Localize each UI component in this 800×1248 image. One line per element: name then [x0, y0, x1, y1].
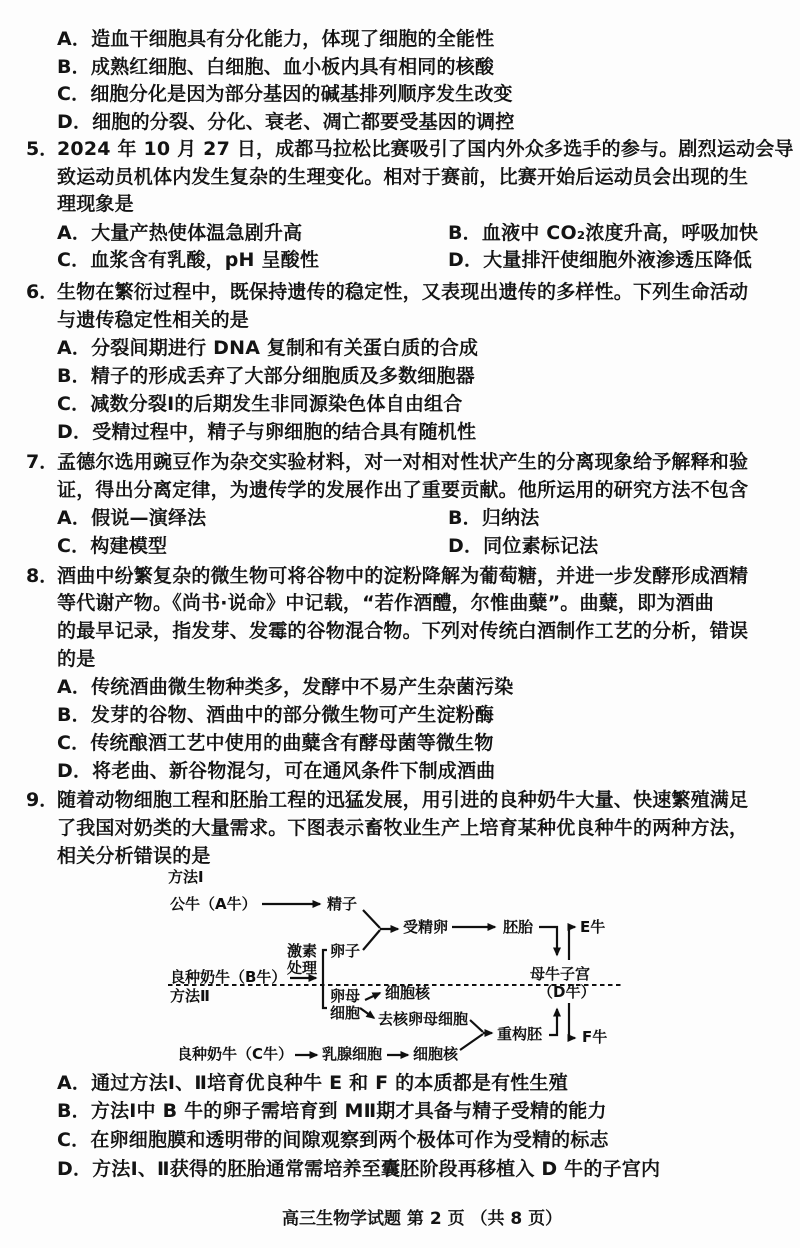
diagram-label-nucleus-top: 细胞核	[385, 984, 431, 1002]
q5-option-d: D．大量排汗使细胞外液渗透压降低	[448, 249, 752, 271]
arrow-oocyte-to-nucleus	[365, 993, 380, 1000]
diagram-label-cow-b: 良种奶牛（B牛）	[170, 968, 287, 986]
q6-option-c: C．减数分裂Ⅰ的后期发生非同源染色体自由组合	[57, 393, 463, 415]
arrow-uterus-to-calf-e	[569, 927, 575, 960]
q7-line-2: 证，得出分离定律，为遗传学的发展作出了重要贡献。他所运用的研究方法不包含	[57, 479, 749, 501]
q8-line-2: 等代谢产物。《尚书·说命》中记载，“若作酒醴，尔惟曲糵”。曲糵，即为酒曲	[57, 592, 714, 614]
diagram-label-mammary-cell: 乳腺细胞	[322, 1045, 383, 1063]
q8-line-3: 的最早记录，指发芽、发霉的谷物混合物。下列对传统白酒制作工艺的分析，错误	[57, 620, 749, 642]
q7-option-b: B．归纳法	[448, 507, 540, 529]
q5-line-1: 2024 年 10 月 27 日，成都马拉松比赛吸引了国内外众多选手的参与。剧烈运动会导	[57, 138, 794, 160]
breeding-methods-diagram	[150, 862, 670, 1077]
diagram-label-oocyte-1: 卵母	[330, 987, 361, 1005]
q9-line-2: 了我国对奶类的大量需求。下图表示畜牧业生产上培育某种优良种牛的两种方法，	[57, 817, 749, 839]
q9-line-3: 相关分析错误的是	[57, 845, 211, 867]
q6-option-d: D．受精过程中，精子与卵细胞的结合具有随机性	[57, 421, 477, 443]
q6-line-1: 生物在繁衍过程中，既保持遗传的稳定性，又表现出遗传的多样性。下列生命活动	[57, 281, 749, 303]
line-egg-join	[363, 930, 380, 950]
q5-option-a: A．大量产热使体温急剧升高	[57, 222, 303, 244]
q7-option-a: A．假说—演绎法	[57, 507, 207, 529]
q6-line-2: 与遗传稳定性相关的是	[57, 309, 250, 331]
q8-option-b: B．发芽的谷物、酒曲中的部分微生物可产生淀粉酶	[57, 704, 495, 726]
q5-option-c: C．血浆含有乳酸，pH 呈酸性	[57, 249, 320, 271]
q7-option-c: C．构建模型	[57, 535, 168, 557]
arrow-reconstructed-to-uterus	[549, 1009, 557, 1035]
q7-line-1: 孟德尔选用豌豆作为杂交实验材料，对一对相对性状产生的分离现象给予解释和验	[57, 451, 749, 473]
diagram-label-oocyte-2: 细胞	[330, 1004, 361, 1022]
arrow-oocyte-to-enucleated	[360, 1008, 374, 1018]
diagram-label-bull-a: 公牛（A牛）	[170, 895, 257, 913]
q5-option-b: B．血液中 CO₂浓度升高，呼吸加快	[448, 222, 759, 244]
diagram-label-calf-e: E牛	[580, 918, 606, 936]
q4-option-b: B．成熟红细胞、白细胞、血小板内具有相同的核酸	[57, 56, 495, 78]
diagram-label-method1: 方法Ⅰ	[168, 868, 204, 886]
q9-option-d: D．方法Ⅰ、Ⅱ获得的胚胎通常需培养至囊胚阶段再移植入 D 牛的子宫内	[57, 1158, 661, 1180]
diagram-label-zygote: 受精卵	[403, 918, 449, 936]
q9-option-b: B．方法Ⅰ中 B 牛的卵子需培育到 MⅡ期才具备与精子受精的能力	[57, 1100, 607, 1122]
q8-option-d: D．将老曲、新谷物混匀，可在通风条件下制成酒曲	[57, 760, 496, 782]
q9-line-1: 随着动物细胞工程和胚胎工程的迅猛发展，用引进的良种奶牛大量、快速繁殖满足	[57, 789, 749, 811]
diagram-label-sperm: 精子	[327, 895, 358, 913]
q8-number: 8．	[26, 565, 59, 587]
diagram-label-embryo: 胚胎	[503, 918, 534, 936]
line-sperm-join	[363, 910, 380, 928]
q6-option-a: A．分裂间期进行 DNA 复制和有关蛋白质的合成	[57, 337, 479, 359]
q6-option-b: B．精子的形成丢弃了大部分细胞质及多数细胞器	[57, 365, 475, 387]
diagram-label-enucleated-oocyte: 去核卵母细胞	[378, 1010, 469, 1028]
q7-number: 7．	[26, 451, 59, 473]
diagram-label-hormone-1: 激素	[287, 942, 318, 960]
diagram-label-uterus-2: （D牛）	[538, 983, 596, 1001]
q4-option-a: A．造血干细胞具有分化能力，体现了细胞的全能性	[57, 28, 495, 50]
q5-line-2: 致运动员机体内发生复杂的生理变化。相对于赛前，比赛开始后运动员会出现的生	[57, 166, 749, 188]
q5-number: 5．	[26, 138, 59, 160]
q8-option-a: A．传统酒曲微生物种类多，发酵中不易产生杂菌污染	[57, 676, 514, 698]
q5-line-3: 理现象是	[57, 193, 134, 215]
bracket-egg-oocyte	[323, 950, 327, 1008]
diagram-label-uterus-1: 母牛子宫	[530, 965, 591, 983]
diagram-label-method2: 方法Ⅱ	[170, 987, 210, 1005]
q8-option-c: C．传统酿酒工艺中使用的曲糵含有酵母菌等微生物	[57, 732, 494, 754]
q7-option-d: D．同位素标记法	[448, 535, 599, 557]
diagram-label-reconstructed-embryo: 重构胚	[497, 1025, 543, 1043]
q9-option-a: A．通过方法Ⅰ、Ⅱ培育优良种牛 E 和 F 的本质都是有性生殖	[57, 1072, 568, 1094]
diagram-label-cow-c: 良种奶牛（C牛）	[177, 1045, 294, 1063]
diagram-label-nucleus-bottom: 细胞核	[413, 1045, 459, 1063]
q9-number: 9．	[26, 789, 59, 811]
q8-line-1: 酒曲中纷繁复杂的微生物可将谷物中的淀粉降解为葡萄糖，并进一步发酵形成酒精	[57, 565, 749, 587]
diagram-label-hormone-2: 处理	[287, 959, 318, 977]
q6-number: 6．	[26, 281, 59, 303]
arrow-uterus-to-calf-f	[569, 1003, 575, 1038]
q4-option-d: D．细胞的分裂、分化、衰老、凋亡都要受基因的调控	[57, 111, 515, 133]
line-nucleus-join	[460, 1034, 483, 1050]
q4-option-c: C．细胞分化是因为部分基因的碱基排列顺序发生改变	[57, 83, 513, 105]
q8-line-4: 的是	[57, 648, 96, 670]
arrow-embryo-to-uterus	[539, 927, 557, 955]
page-footer: 高三生物学试题 第 2 页 （共 8 页）	[282, 1209, 563, 1229]
q9-option-c: C．在卵细胞膜和透明带的间隙观察到两个极体可作为受精的标志	[57, 1129, 609, 1151]
line-enucleated-join	[470, 1020, 483, 1032]
diagram-label-calf-f: F牛	[582, 1028, 608, 1046]
diagram-label-egg: 卵子	[330, 942, 361, 960]
